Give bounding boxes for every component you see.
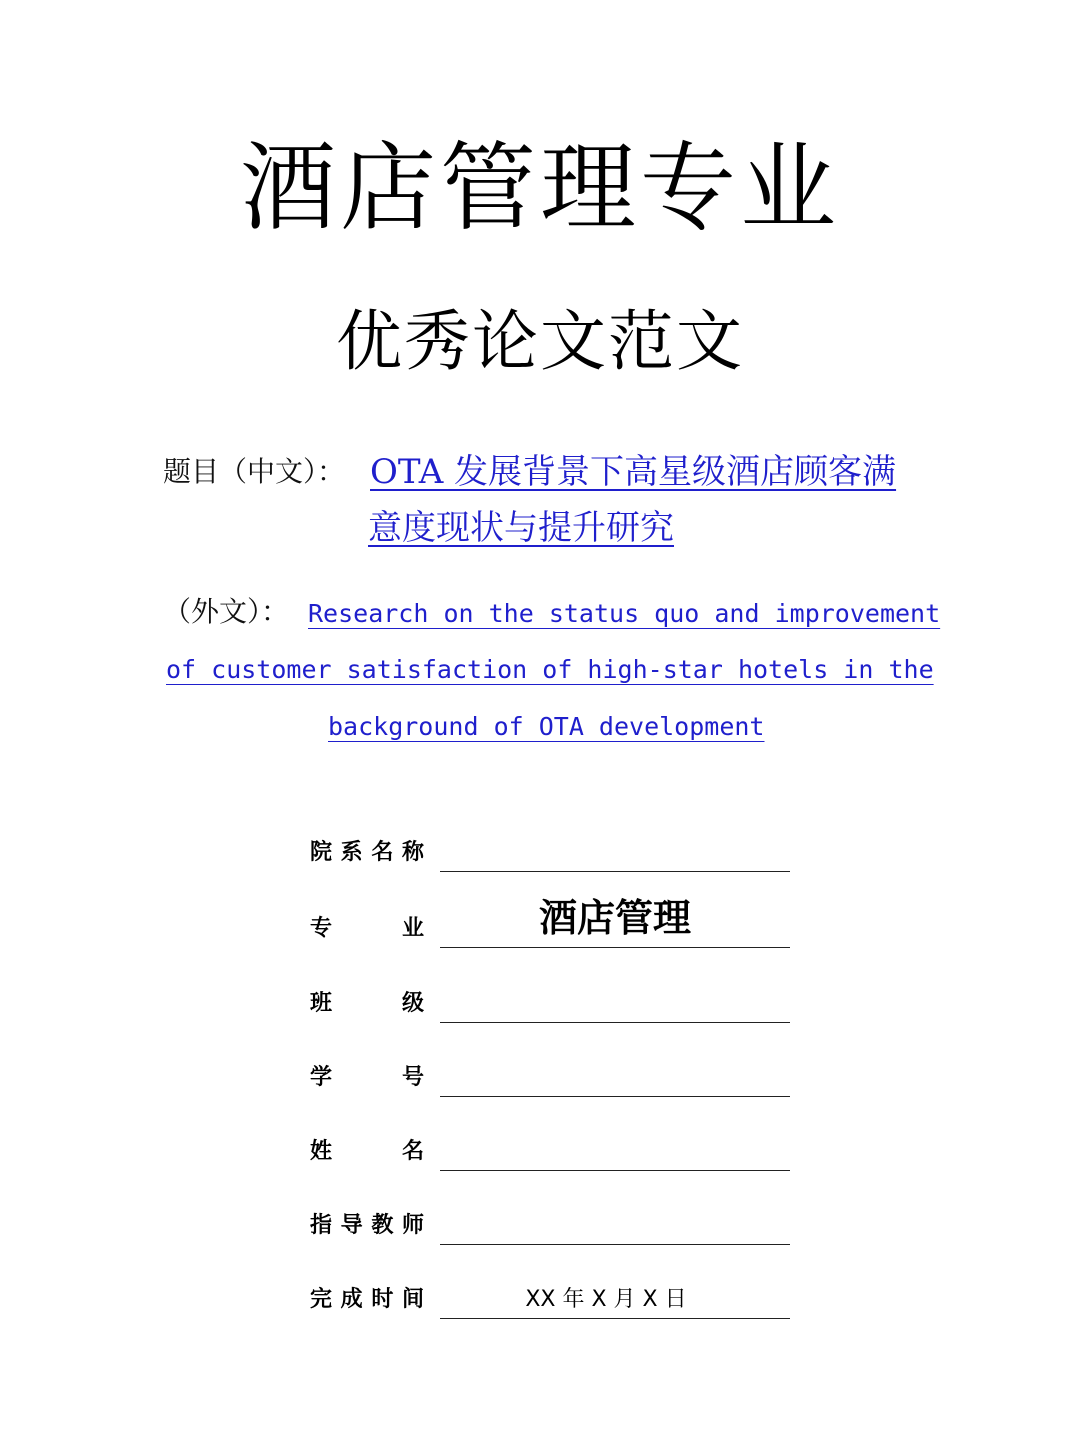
advisor-label: 指导教师 (310, 1213, 424, 1238)
topic-cn-title-line-1: OTA 发展背景下高星级酒店顾客满 (370, 452, 897, 492)
name-label: 姓名 (310, 1139, 424, 1164)
completion-label: 完成时间 (310, 1287, 424, 1312)
name-row (310, 1121, 790, 1171)
major-underline (440, 947, 790, 948)
topic-en-title-line-1: Research on the status quo and improvement (308, 599, 941, 628)
topic-en-title-line-2: of customer satisfaction of high-star hotels in the (166, 655, 934, 684)
class-underline (440, 1022, 790, 1023)
major-value: 酒店管理 (538, 896, 691, 940)
department-label: 院系名称 (310, 840, 424, 865)
advisor-underline (440, 1244, 790, 1245)
department-row (310, 822, 790, 872)
topic-en-title-line-3: background of OTA development (328, 712, 765, 741)
department-underline (440, 871, 790, 872)
completion-value: XX 年 X 月 X 日 (525, 1287, 687, 1312)
class-label: 班级 (310, 991, 424, 1016)
topic-en-label: （外文）： (163, 595, 290, 628)
sub-title: 优秀论文范文 (336, 303, 744, 380)
major-row (310, 898, 790, 948)
student-id-label: 学号 (310, 1065, 424, 1090)
completion-row (310, 1269, 790, 1319)
student-id-underline (440, 1096, 790, 1097)
topic-cn-title-line-2: 意度现状与提升研究 (368, 508, 674, 548)
student-id-row (310, 1047, 790, 1097)
advisor-row (310, 1195, 790, 1245)
class-row (310, 973, 790, 1023)
major-label: 专业 (310, 916, 424, 941)
main-title: 酒店管理专业 (240, 132, 840, 244)
topic-cn-label: 题目（中文）： (163, 455, 346, 488)
completion-underline (440, 1318, 790, 1319)
name-underline (440, 1170, 790, 1171)
